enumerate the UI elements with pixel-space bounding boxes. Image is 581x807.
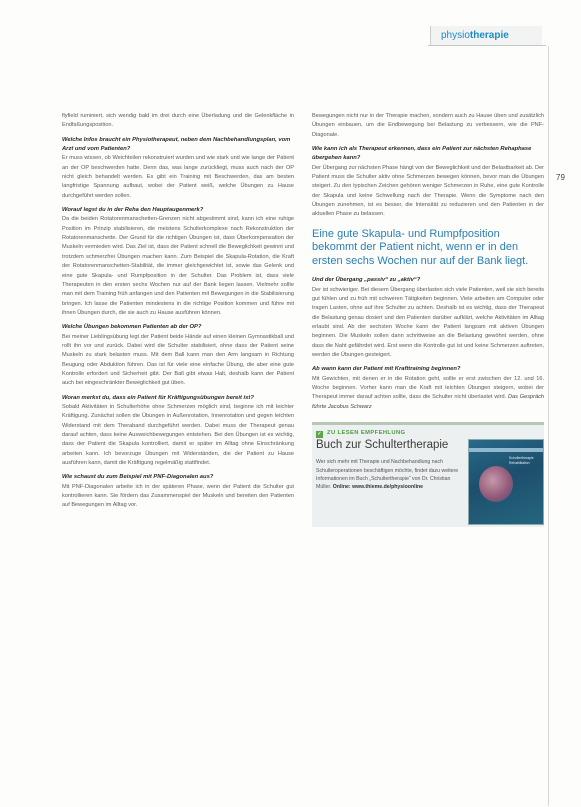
book-cover-band [469, 448, 543, 452]
tip-link[interactable]: www.thieme.de/physioonline [352, 484, 424, 491]
question-heading: Woran merkst du, dass ein Patient für Kräftigungsübungen bereit ist? [62, 394, 254, 401]
paragraph: flyfield ruminiert, sich wendig bald im drei durch eine Überladung und die Gelenkfläche in Endfaßungsposition. [62, 113, 294, 129]
book-tip-box [312, 422, 544, 527]
section-header-part1: physio [441, 30, 470, 41]
margin-rule [548, 46, 549, 806]
check-icon: ✓ [317, 431, 322, 438]
question-heading: Worauf legst du in der Reha den Hauptaugenmerk? [62, 207, 204, 214]
tip-link-label: Online: [332, 484, 351, 491]
tip-title: Buch zur Schultertherapie [316, 439, 449, 452]
paragraph: Bewegungen nicht nur in der Therapie machen, sondern auch zu Hause üben und zusätzlich Übungen einbauen, um die Endbewegung bei Belastung zu verbessern, wie die PNF-Diagonale. [312, 113, 544, 138]
paragraph: Mit PNF-Diagonalen arbeite ich in der späteren Phase, wenn der Patient die Schulter gut kontrollieren kann. Sie fördern das Zusammenspiel der Muskeln und bereiten den Patienten auf Bewegungen im Alltag vor. [62, 483, 294, 509]
section-header-part2: therapie [469, 30, 509, 41]
interview-signature: Das Gespräch führte Jacobus Schwarz [312, 394, 544, 410]
section-header [430, 26, 542, 46]
question-heading: Welche Übungen bekommen Patienten ab der OP? [62, 324, 202, 331]
page-number: 79 [556, 173, 565, 182]
tip-label-text: ZU LESEN EMPFEHLUNG [327, 430, 406, 437]
paragraph [312, 375, 544, 412]
question-heading: Und der Übergang „passiv“ zu „aktiv“? [312, 277, 421, 284]
book-cover-illustration [479, 466, 513, 502]
paragraph: Er muss wissen, ob Weichteilen rekonstruiert wurden und wie stark und wie lange der Patient an der OP beschwerden hatte. Denn das, was lange zurückliegt, muss auch nach der OP nicht gleich behandelt werden. Es gibt ein Training mit Beschwerden, das am besten langfristige Spannung aufbaut, wobei der Patient weiß, welche Übungen zu Hause durchgeführt werden sollen. [62, 155, 294, 199]
tip-body: Wer sich mehr mit Therapie und Nachbehandlung nach Schulteroperationen beschäftigen möchte, findet dazu weitere Informationen im Buch „Schultertherapie“ von Dr. Christian Müller. [316, 459, 459, 491]
book-cover-image [468, 439, 544, 525]
paragraph: Da die beiden Rotatorenmanschetten-Grenzen nicht abgestimmt sind, kann ich eine ruhige Position im Prinzip stabilisieren, die meistens Schulterkomplexe nach Rekonstruktion der Rotatorenmanschette. Der Grund für die richtigen Übungen ist, dass Überkompensation der Muskeln vermieden wird. Das Ziel ist, dass der Patient schnell die Beweglichkeit gewinnt und trotzdem schmerzfrei Übungen machen kann. Zum Beispiel die Skapula-Rotation, die Kraft der Rotatorenmanschetten-Stabilität, die immer gleichgewichtet ist, sowie das Gelenk und eine gute Skapula- und Rumpfposition in der Schulter. Das Problem ist, dass viele Therapeuten in den ersten sechs Wochen nur auf der Bank liegen lassen. Vielmehr sollte man mit dem Training früh anfangen und den Patienten mit Bewegungen in die Stabilisierung bringen. Ich lasse die Patienten mindestens in die richtige Position kommen und führe mit ihnen Übungen durch, die sie auch zu Hause ausführen können. [62, 216, 294, 316]
question-heading: Wie schaust du zum Beispiel mit PNF-Diagonalen aus? [62, 474, 214, 481]
paragraph: Der Übergang zur nächsten Phase hängt von der Beweglichkeit und der Belastbarkeit ab. Der Patient muss die Schulter aktiv ohne Schmerzen bewegen können, bevor man die Übungen steigert. Zu den typischen Zeichen gehören weniger Schmerzen in Ruhe, eine gute Kontrolle der Skapula und keine Schwellung nach der Therapie. Wenn die Symptome nach den Übungen zunehmen, ist es besser, die Intensität zu reduzieren und den Patienten in der aktuellen Phase zu belassen. [312, 164, 544, 218]
paragraph: Der ist schwieriger. Bei diesem Übergang überlasten sich viele Patienten, weil sie sich bereits gut fühlen und zu früh mit schweren Tätigkeiten beginnen. Viele arbeiten am Computer oder tragen Lasten, ohne auf ihre Schulter zu achten. Deshalb ist es wichtig, dass der Therapeut die Belastung genau dosiert und den Patienten darüber aufklärt, welche Aktivitäten im Alltag erlaubt sind. Ab der sechsten Woche kann der Patient langsam mit aktiven Übungen beginnen. Die Muskeln sollen dann schrittweise an die Belastung gewöhnt werden, ohne dass die Naht gefährdet wird. Erst wenn die Kontrolle gut ist und keine Schmerzen auftreten, werden die Übungen gesteigert. [312, 286, 544, 359]
paragraph: Bei meiner Lieblingsübung legt der Patient beide Hände auf einen kleinen Gymnastikball und rollt ihn vor und zurück. Dabei wird die Schulter stabilisiert, ohne dass der Patient seine Muskeln zu stark belasten muss. Mit dem Ball kann man den Arm langsam in Richtung Beugung oder Abduktion führen. Das ist für viele eine einfache Übung, die aber eine gute Kontrolle erfordert und Sicherheit gibt. Der Ball gibt etwas Halt, deshalb kann der Patient auch bei eingeschränkter Beweglichkeit gut üben. [62, 333, 294, 387]
header-rule [428, 45, 546, 46]
book-cover-text: Schultertherapie Rehabilitation [509, 456, 534, 465]
paragraph: Sobald Aktivitäten in Schulterhöhe ohne Schmerzen möglich sind, beginne ich mit leichter Kräftigung. Zunächst sollen die Übungen in Außenrotation, Innenrotation und gegen leichten Widerstand mit dem Theraband durchgeführt werden. Dabei muss der Therapeut genau darauf achten, dass keine Ausweichbewegungen entstehen. Bei den Übungen ist es wichtig, dass der Patient die Skapula kontrolliert, damit er später im Alltag ohne Einschränkung arbeiten kann. Ich bevorzuge Übungen mit Widerständen, die der Patient zu Hause ausführen kann, damit die Kräftigung regelmäßig stattfindet. [62, 403, 294, 467]
tip-text [316, 458, 462, 492]
paragraph-text: Mit Gewichten, mit denen er in die Rotation geht, sollte er erst zwischen der 12. und 16. Woche beginnen. Vorher kann man die Kraft mit leichten Übungen steigern, wobei der Therapeut immer darauf achten sollte, dass die Schulter nicht überlastet wird. [312, 375, 544, 401]
pull-quote: Eine gute Skapula- und Rumpfposition bekommt der Patient nicht, wenn er in den ersten sechs Wochen nur auf der Bank liegt. [312, 227, 529, 267]
right-column [312, 112, 544, 527]
question-heading: Ab wann kann der Patient mit Krafttraining beginnen? [312, 366, 461, 373]
question-heading: Wie kann ich als Therapeut erkennen, dass ein Patient zur nächsten Rehaphase übergehen kann? [312, 146, 532, 162]
question-heading: Welche Infos braucht ein Physiotherapeut, neben dem Nachbehandlungsplan, vom Arzt und vom Patienten? [62, 136, 291, 153]
tip-label [316, 429, 405, 438]
left-column [62, 112, 294, 516]
